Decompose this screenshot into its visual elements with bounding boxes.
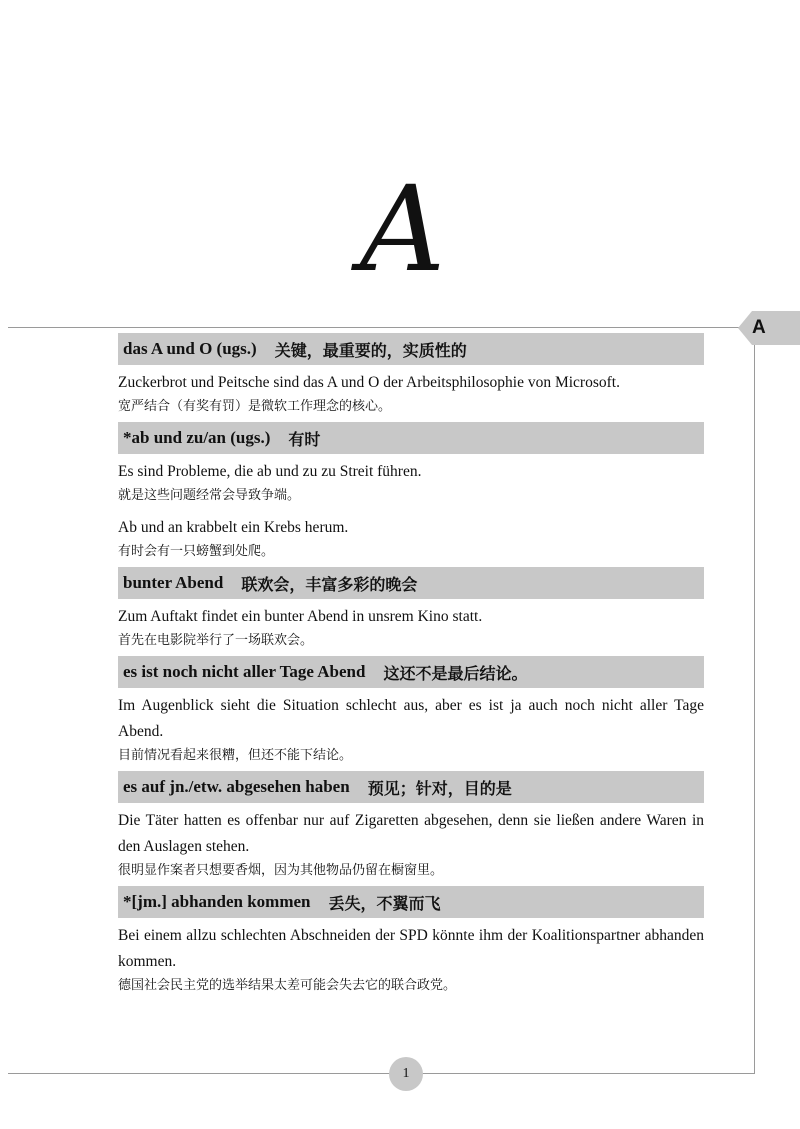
example: [118, 515, 704, 563]
entry-chinese: 联欢会，丰富多彩的晚会: [241, 574, 418, 594]
example-german: Zum Auftakt findet ein bunter Abend in unsrem Kino statt.: [118, 608, 483, 625]
example: [118, 459, 704, 507]
entry-chinese: 预见；针对，目的是: [367, 778, 512, 798]
entry-chinese: 丢失，不翼而飞: [328, 893, 441, 913]
page-number-badge: [389, 1057, 423, 1091]
entry-heading: [118, 886, 704, 918]
entry-chinese: 有时: [288, 429, 321, 449]
example-chinese: 有时会有一只螃蟹到处爬。: [118, 544, 275, 559]
entry-heading: [118, 567, 704, 599]
example-german: Ab und an krabbelt ein Krebs herum.: [118, 519, 349, 536]
entry-german: es auf jn./etw. abgesehen haben: [123, 777, 350, 796]
entry-german: das A und O (ugs.): [123, 339, 257, 358]
chapter-letter: A: [360, 160, 446, 298]
example-chinese: 德国社会民主党的选举结果太差可能会失去它的联合政党。: [118, 978, 457, 993]
entry-heading: [118, 422, 704, 454]
frame-right-rule: [754, 345, 755, 1073]
entry-german: *[jm.] abhanden kommen: [123, 892, 311, 911]
example-german: Bei einem allzu schlechten Abschneiden der SPD könnte ihm der Koalitionspartner abhanden kommen.: [118, 927, 704, 970]
example-chinese: 就是这些问题经常会导致争端。: [118, 488, 301, 503]
example-chinese: 目前情况看起来很糟，但还不能下结论。: [118, 748, 353, 763]
entry-german: *ab und zu/an (ugs.): [123, 428, 271, 447]
entry-heading: [118, 771, 704, 803]
frame-top-rule: [8, 327, 743, 328]
example-chinese: 首先在电影院举行了一场联欢会。: [118, 633, 314, 648]
thumb-index-letter: A: [752, 317, 766, 338]
frame-bottom-rule: [8, 1073, 755, 1074]
entries-list: [118, 333, 704, 997]
example: [118, 370, 704, 418]
entry-german: bunter Abend: [123, 573, 224, 592]
thumb-index-tab: [738, 311, 800, 345]
example-german: Die Täter hatten es offenbar nur auf Zigaretten abgesehen, denn sie ließen andere Waren in den Auslagen stehen.: [118, 812, 704, 855]
example-chinese: 很明显作案者只想要香烟，因为其他物品仍留在橱窗里。: [118, 863, 444, 878]
entry-heading: [118, 333, 704, 365]
example: [118, 808, 704, 882]
entry-heading: [118, 656, 704, 688]
example-german: Im Augenblick sieht die Situation schlecht aus, aber es ist ja auch noch nicht aller Tage Abend.: [118, 697, 704, 740]
example: [118, 693, 704, 767]
example: [118, 604, 704, 652]
example-german: Zuckerbrot und Peitsche sind das A und O der Arbeitsphilosophie von Microsoft.: [118, 374, 620, 391]
page-number: 1: [402, 1066, 410, 1081]
example: [118, 923, 704, 997]
entry-chinese: 这还不是最后结论。: [383, 663, 528, 683]
example-chinese: 宽严结合（有奖有罚）是微软工作理念的核心。: [118, 399, 392, 414]
entry-chinese: 关键，最重要的，实质性的: [274, 340, 467, 360]
example-german: Es sind Probleme, die ab und zu zu Streit führen.: [118, 463, 422, 480]
entry-german: es ist noch nicht aller Tage Abend: [123, 662, 366, 681]
